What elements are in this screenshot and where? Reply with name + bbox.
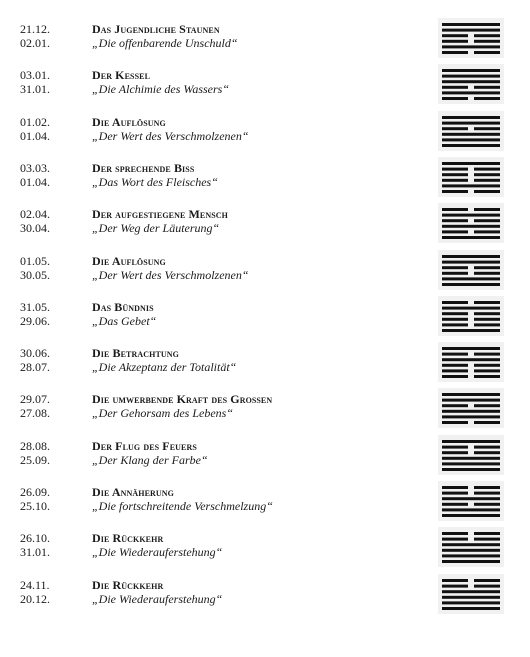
solid-line [442,590,500,593]
broken-line [474,318,500,321]
broken-line [474,97,500,100]
entry-title: Das Jugendliche Staunen [92,22,220,36]
broken-line [474,173,500,176]
broken-line [474,167,500,170]
broken-line [442,579,468,582]
solid-line [442,225,500,228]
solid-line [442,462,500,465]
entry-text [92,531,422,559]
broken-line [442,208,468,211]
end-date: 31.01. [20,545,50,560]
broken-line [474,34,500,37]
entry-title: Die Rückkehr [92,531,164,546]
date-range [20,161,80,189]
entry-title: Die Auflösung [92,253,166,268]
hexagram-icon [438,388,504,428]
end-date: 25.10. [20,499,50,513]
broken-line [442,301,468,304]
end-date: 31.01. [20,82,50,97]
solid-line [442,92,500,95]
broken-line [442,353,468,356]
solid-line [442,116,500,119]
broken-line [442,486,468,489]
hexagram-icon [438,157,504,197]
solid-line [442,456,500,459]
solid-line [442,283,500,286]
date-range [20,300,80,328]
solid-line [442,121,500,124]
broken-line [442,51,468,54]
entry-text [92,346,422,374]
date-range [20,207,80,235]
solid-line [442,80,500,83]
broken-line [442,532,468,535]
solid-line [442,29,500,32]
entry-text [92,22,422,50]
solid-line [442,214,500,217]
solid-line [442,607,500,610]
solid-line [442,347,500,350]
broken-line [474,364,500,367]
date-range [20,68,80,96]
date-range [20,392,80,420]
entry-text [92,254,422,282]
entry-subtitle: „Die Akzeptanz der Totalität“ [92,360,237,375]
start-date: 30.06. [20,346,50,361]
entry-subtitle: „Der Wert des Verschmolzenen“ [92,267,249,282]
hexagram-icon [438,296,504,336]
end-date: 30.05. [20,267,50,282]
start-date: 03.01. [20,68,50,83]
solid-line [442,75,500,78]
entry-subtitle: „Die Wiederauferstehung“ [92,545,223,560]
broken-line [442,266,468,269]
solid-line [442,306,500,309]
end-date: 01.04. [20,174,50,189]
broken-line [442,503,468,506]
solid-line [442,440,500,443]
list-item [0,161,530,201]
entry-title: Die Betrachtung [92,346,179,361]
broken-line [474,190,500,193]
broken-line [474,445,500,448]
broken-line [474,375,500,378]
date-range [20,346,80,374]
solid-line [442,260,500,263]
end-date: 02.01. [20,36,50,50]
entry-subtitle: „Die Alchimie des Wassers“ [92,82,230,97]
broken-line [442,86,468,89]
hexagram-icon [438,203,504,243]
hexagram-icon [438,64,504,104]
list-item [0,300,530,340]
hexagram-icon [438,435,504,475]
broken-line [474,86,500,89]
broken-line [442,584,468,587]
broken-line [474,451,500,454]
broken-line [442,40,468,43]
list-item [0,22,530,62]
date-range [20,439,80,467]
broken-line [474,266,500,269]
entry-text [92,439,422,467]
broken-line [442,369,468,372]
hexagram-icon [438,18,504,58]
solid-line [442,549,500,552]
solid-line [442,184,500,187]
broken-line [442,173,468,176]
broken-line [474,219,500,222]
date-range [20,578,80,606]
entry-subtitle: „Der Klang der Farbe“ [92,452,208,467]
entry-subtitle: „Die Wiederauferstehung“ [92,591,223,606]
entry-text [92,68,422,96]
broken-line [442,445,468,448]
broken-line [442,364,468,367]
solid-line [442,329,500,332]
start-date: 24.11. [20,577,50,592]
broken-line [442,219,468,222]
entry-title: Der aufgestiegene Mensch [92,207,228,222]
list-item [0,207,530,247]
list-item [0,68,530,108]
entry-title: Der Kessel [92,68,151,83]
broken-line [474,405,500,408]
start-date: 01.05. [20,253,50,268]
broken-line [442,190,468,193]
broken-line [442,271,468,274]
entry-text [92,392,422,420]
end-date: 25.09. [20,452,50,467]
entry-title: Die Annäherung [92,485,174,499]
solid-line [442,543,500,546]
broken-line [442,231,468,234]
start-date: 28.08. [20,438,50,453]
entry-text [92,578,422,606]
broken-line [442,405,468,408]
broken-line [474,492,500,495]
broken-line [442,318,468,321]
end-date: 28.07. [20,360,50,375]
start-date: 29.07. [20,392,50,407]
list-item [0,346,530,386]
broken-line [474,421,500,424]
solid-line [442,468,500,471]
date-range [20,485,80,513]
solid-line [442,595,500,598]
broken-line [474,127,500,130]
start-date: 26.10. [20,531,50,546]
start-date: 21.12. [20,22,50,36]
hexagram-icon [438,574,504,614]
broken-line [474,312,500,315]
entry-title: Die Auflösung [92,114,166,129]
entry-text [92,485,422,513]
solid-line [442,555,500,558]
list-item [0,578,530,618]
broken-line [474,486,500,489]
list-item [0,392,530,432]
solid-line [442,23,500,26]
entry-title: Das Bündnis [92,299,154,314]
broken-line [474,231,500,234]
start-date: 03.03. [20,160,50,175]
entry-text [92,115,422,143]
solid-line [442,45,500,48]
end-date: 27.08. [20,406,50,421]
list-item [0,531,530,571]
broken-line [474,51,500,54]
broken-line [474,538,500,541]
entry-subtitle: „Die offenbarende Unschuld“ [92,36,238,50]
broken-line [442,97,468,100]
solid-line [442,514,500,517]
solid-line [442,144,500,147]
solid-line [442,508,500,511]
date-range [20,115,80,143]
entry-text [92,300,422,328]
list-item [0,115,530,155]
start-date: 01.02. [20,114,50,129]
solid-line [442,162,500,165]
solid-line [442,255,500,258]
broken-line [442,127,468,130]
end-date: 20.12. [20,591,50,606]
broken-line [474,532,500,535]
broken-line [474,271,500,274]
broken-line [442,323,468,326]
broken-line [442,167,468,170]
hexagram-icon [438,342,504,382]
date-range [20,22,80,50]
broken-line [474,323,500,326]
broken-line [474,579,500,582]
entry-subtitle: „Das Gebet“ [92,313,157,328]
broken-line [474,369,500,372]
solid-line [442,69,500,72]
solid-line [442,601,500,604]
solid-line [442,138,500,141]
end-date: 30.04. [20,221,50,236]
solid-line [442,560,500,563]
broken-line [474,208,500,211]
hexagram-icon [438,527,504,567]
hexagram-icon [438,481,504,521]
entry-title: Der sprechende Biss [92,160,195,175]
broken-line [442,375,468,378]
broken-line [442,451,468,454]
entry-title: Die Rückkehr [92,577,164,592]
date-range [20,254,80,282]
entry-text [92,207,422,235]
date-range [20,531,80,559]
entry-subtitle: „Die fortschreitende Verschmelzung“ [92,499,273,513]
entry-text [92,161,422,189]
solid-line [442,236,500,239]
solid-line [442,132,500,135]
broken-line [474,301,500,304]
hexagram-icon [438,111,504,151]
broken-line [474,40,500,43]
broken-line [474,584,500,587]
broken-line [442,34,468,37]
entry-title: Der Flug des Feuers [92,438,197,453]
entry-subtitle: „Der Gehorsam des Lebens“ [92,406,233,421]
broken-line [474,179,500,182]
broken-line [474,503,500,506]
broken-line [442,538,468,541]
broken-line [474,353,500,356]
solid-line [442,497,500,500]
broken-line [442,492,468,495]
entry-subtitle: „Der Weg der Läuterung“ [92,221,220,236]
broken-line [442,179,468,182]
start-date: 31.05. [20,299,50,314]
broken-line [442,312,468,315]
solid-line [442,393,500,396]
end-date: 01.04. [20,128,50,143]
list-item [0,254,530,294]
entry-title: Die umwerbende Kraft des Großen [92,392,273,407]
start-date: 02.04. [20,207,50,222]
solid-line [442,399,500,402]
entry-subtitle: „Der Wert des Verschmolzenen“ [92,128,249,143]
hexagram-icon [438,250,504,290]
solid-line [442,410,500,413]
solid-line [442,277,500,280]
entry-subtitle: „Das Wort des Fleisches“ [92,174,218,189]
solid-line [442,358,500,361]
list-item [0,485,530,525]
solid-line [442,416,500,419]
end-date: 29.06. [20,313,50,328]
start-date: 26.09. [20,485,50,499]
list-item [0,439,530,479]
broken-line [442,421,468,424]
